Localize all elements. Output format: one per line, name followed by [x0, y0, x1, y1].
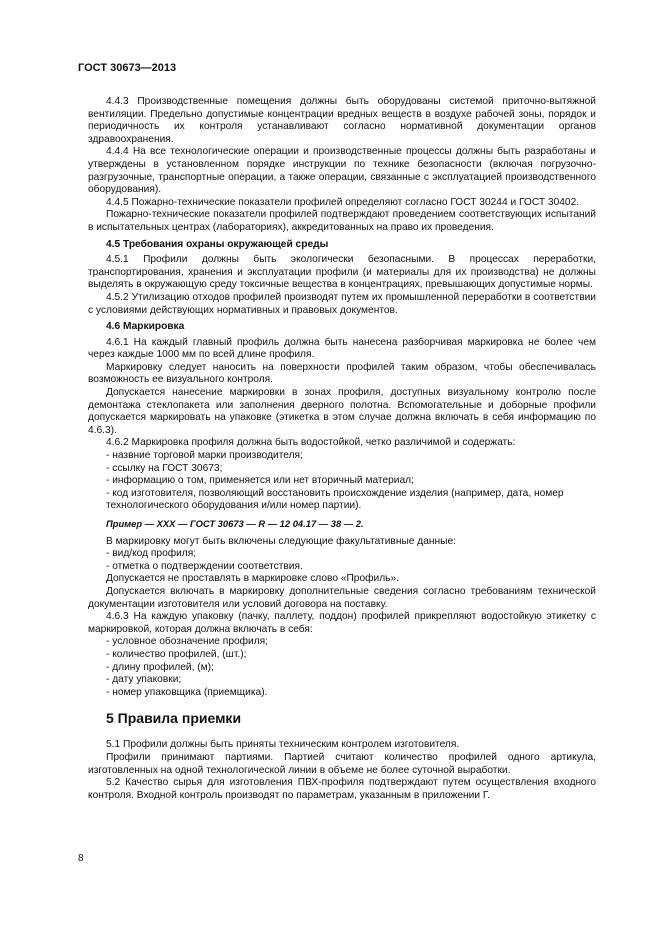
paragraph-5-1-b: Профили принимают партиями. Партией считают количество профилей одного артикула, изготовленных на одной технологической линии в объеме не более суточной выработки.	[88, 751, 596, 776]
section-heading-4-5: 4.5 Требования охраны окружающей среды	[106, 238, 329, 250]
paragraph-optional-data: В маркировку могут быть включены следующие факультативные данные:	[106, 535, 456, 547]
paragraph-4-5-1: 4.5.1 Профили должны быть экологически безопасными. В процессах переработки, транспортирования, хранения и эксплуатации профили (и материалы для их производства) не должны выделять в окружающую среду токсичные вещества в концентрациях, превышающих допустимые нормы.	[88, 254, 596, 291]
marking-example: Пример — ХХХ — ГОСТ 30673 — R — 12 04.17 — 38 — 2.	[106, 518, 364, 529]
document-header: ГОСТ 30673—2013	[78, 62, 177, 74]
list-item: - условное обозначение профиля;	[106, 636, 269, 648]
paragraph-4-6-1-c: Допускается нанесение маркировки в зонах профиля, доступных визуальному контролю после демонтажа стеклопакета или заполнения дверного полотна. Вспомогательные и доборные профили допускается маркировать на упаковке (этикетка в этом случае должна включать в себя информацию по 4.6.3).	[88, 387, 596, 436]
paragraph-4-5-2: 4.5.2 Утилизацию отходов профилей производят путем их промышленной переработки в соответствии с условиями действующих нормативных и правовых документов.	[88, 291, 596, 316]
paragraph-4-6-1-b: Маркировку следует наносить на поверхности профилей таким образом, чтобы обеспечивалась возможность ее визуального контроля.	[88, 361, 596, 386]
document-body	[88, 96, 596, 802]
section-heading-4-6: 4.6 Маркировка	[106, 321, 185, 333]
list-item: - дату упаковки;	[106, 674, 182, 686]
paragraph-4-4-3: 4.4.3 Производственные помещения должны быть оборудованы системой приточно-вытяжной вентиляции. Предельно допустимые концентрации вредных веществ в воздухе рабочей зоны, порядок и периодичность их контроля устанавливают согласно нормативной документации органов здравоохранения.	[88, 96, 596, 145]
section-heading-5: 5 Правила приемки	[106, 710, 242, 727]
list-item: - назвние торговой марки производителя;	[106, 450, 303, 462]
list-item: - длину профилей, (м);	[106, 661, 214, 673]
list-item: - отметка о подтверждении соответствия.	[106, 560, 303, 572]
paragraph-4-4-5-continued: Пожарно-технические показатели профилей подтверждают проведением соответствующих испытаний в испытательных центрах (лабораториях), аккредитованных на право их проведения.	[88, 209, 596, 233]
list-item: - информацию о том, применяется или нет вторичный материал;	[106, 475, 414, 487]
list-item: - количество профилей, (шт.);	[106, 648, 247, 660]
list-item: - ссылку на ГОСТ 30673;	[106, 462, 223, 474]
list-item: - номер упаковщика (приемщика).	[106, 686, 268, 698]
page-number: 8	[78, 853, 84, 864]
list-item: - код изготовителя, позволяющий восстановить происхождение изделия (например, дата, номер технологического оборудования и/или номер партии).	[106, 487, 564, 512]
paragraph-allow-2: Допускается включать в маркировку дополнительные сведения согласно требованиям технической документации изготовителя или условий договора на поставку.	[88, 585, 596, 610]
paragraph-5-2: 5.2 Качество сырья для изготовления ПВХ-профиля подтверждают путем осуществления входного контроля. Входной контроль производят по параметрам, указанным в приложении Г.	[88, 777, 596, 801]
paragraph-allow-1: Допускается не проставлять в маркировке слово «Профиль».	[106, 573, 399, 585]
paragraph-4-4-4: 4.4.4 На все технологические операции и производственные процессы должны быть разработаны и утверждены в установленном порядке инструкции по технике безопасности (включая погрузочно-разгрузочные, транспортные операции, а также операции, связанные с эксплуатацией производственного оборудования).	[88, 146, 596, 196]
paragraph-4-4-5: 4.4.5 Пожарно-технические показатели профилей определяют согласно ГОСТ 30244 и ГОСТ 30402.	[106, 196, 580, 208]
paragraph-5-1: 5.1 Профили должны быть приняты техническим контролем изготовителя.	[106, 739, 460, 751]
paragraph-4-6-2: 4.6.2 Маркировка профиля должна быть водостойкой, четко различимой и содержать:	[106, 437, 516, 449]
paragraph-4-6-3: 4.6.3 На каждую упаковку (пачку, паллету, поддон) профилей прикрепляют водостойкую этикетку с маркировкой, которая должна включать в себя:	[88, 611, 596, 635]
list-item: - вид/код профиля;	[106, 548, 197, 560]
paragraph-4-6-1: 4.6.1 На каждый главный профиль должна быть нанесена разборчивая маркировка не более чем через каждые 1000 мм по всей длине профиля.	[88, 336, 596, 361]
